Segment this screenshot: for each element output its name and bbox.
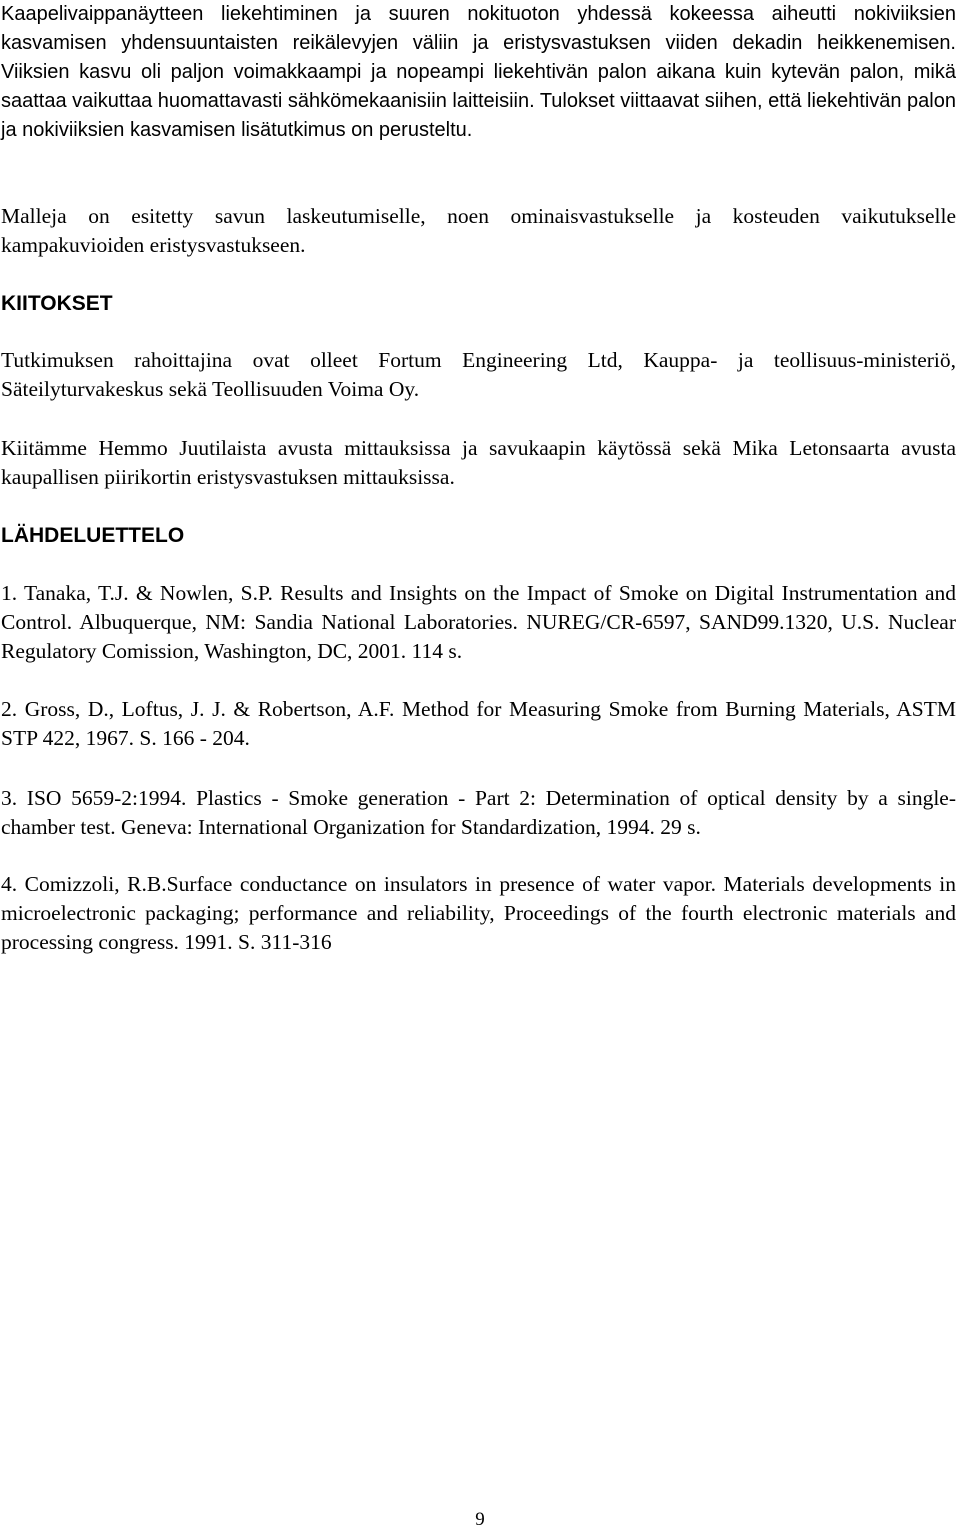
intro-paragraph: Kaapelivaippanäytteen liekehtiminen ja suuren nokituoton yhdessä kokeessa aiheutti nokiviiksien kasvamisen yhdensuuntaisten reikälevyjen väliin ja eristysvastuksen viiden dekadin heikkenemisen. Viiksien kasvu oli paljon voimakkaampi ja nopeampi liekehtivän palon aikana kuin kytevän palon, mikä saattaa vaikuttaa huomattavasti sähkömekaanisiin laitteisiin. Tulokset viittaavat siihen, että liekehtivän palon ja nokiviiksien kasvamisen lisätutkimus on perusteltu. [1, 3, 956, 141]
reference-item-1: 1. Tanaka, T.J. & Nowlen, S.P. Results and Insights on the Impact of Smoke on Digital Instrumentation and Control. Albuquerque, NM: Sandia National Laboratories. NUREG/CR-6597, SAND99.1320, U.S. Nuclear Regulatory Comission, Washington, DC, 2001. 114 s. [1, 581, 956, 663]
acknowledgements-heading: KIITOKSET [1, 292, 113, 315]
reference-item-4: 4. Comizzoli, R.B.Surface conductance on insulators in presence of water vapor. Materials developments in microelectronic packaging; performance and reliability, Proceedings of the fourth electronic materials and processing congress. 1991. S. 311-316 [1, 872, 956, 954]
reference-item-2: 2. Gross, D., Loftus, J. J. & Robertson, A.F. Method for Measuring Smoke from Burning Materials, ASTM STP 422, 1967. S. 166 - 204. [1, 697, 956, 750]
page-number: 9 [475, 1509, 485, 1530]
acknowledgements-paragraph-thanks: Kiitämme Hemmo Juutilaista avusta mittauksissa ja savukaapin käytössä sekä Mika Letonsaarta avusta kaupallisen piirikortin eristysvastuksen mittauksissa. [1, 436, 956, 489]
acknowledgements-paragraph-funders: Tutkimuksen rahoittajina ovat olleet Fortum Engineering Ltd, Kauppa- ja teollisuus-ministeriö, Säteilyturvakeskus sekä Teollisuuden Voima Oy. [1, 348, 956, 401]
models-paragraph: Malleja on esitetty savun laskeutumiselle, noen ominaisvastukselle ja kosteuden vaikutukselle kampakuvioiden eristysvastukseen. [1, 204, 956, 257]
reference-item-3: 3. ISO 5659-2:1994. Plastics - Smoke generation - Part 2: Determination of optical density by a single-chamber test. Geneva: International Organization for Standardization, 1994. 29 s. [1, 786, 956, 839]
references-heading: LÄHDELUETTELO [1, 524, 185, 547]
